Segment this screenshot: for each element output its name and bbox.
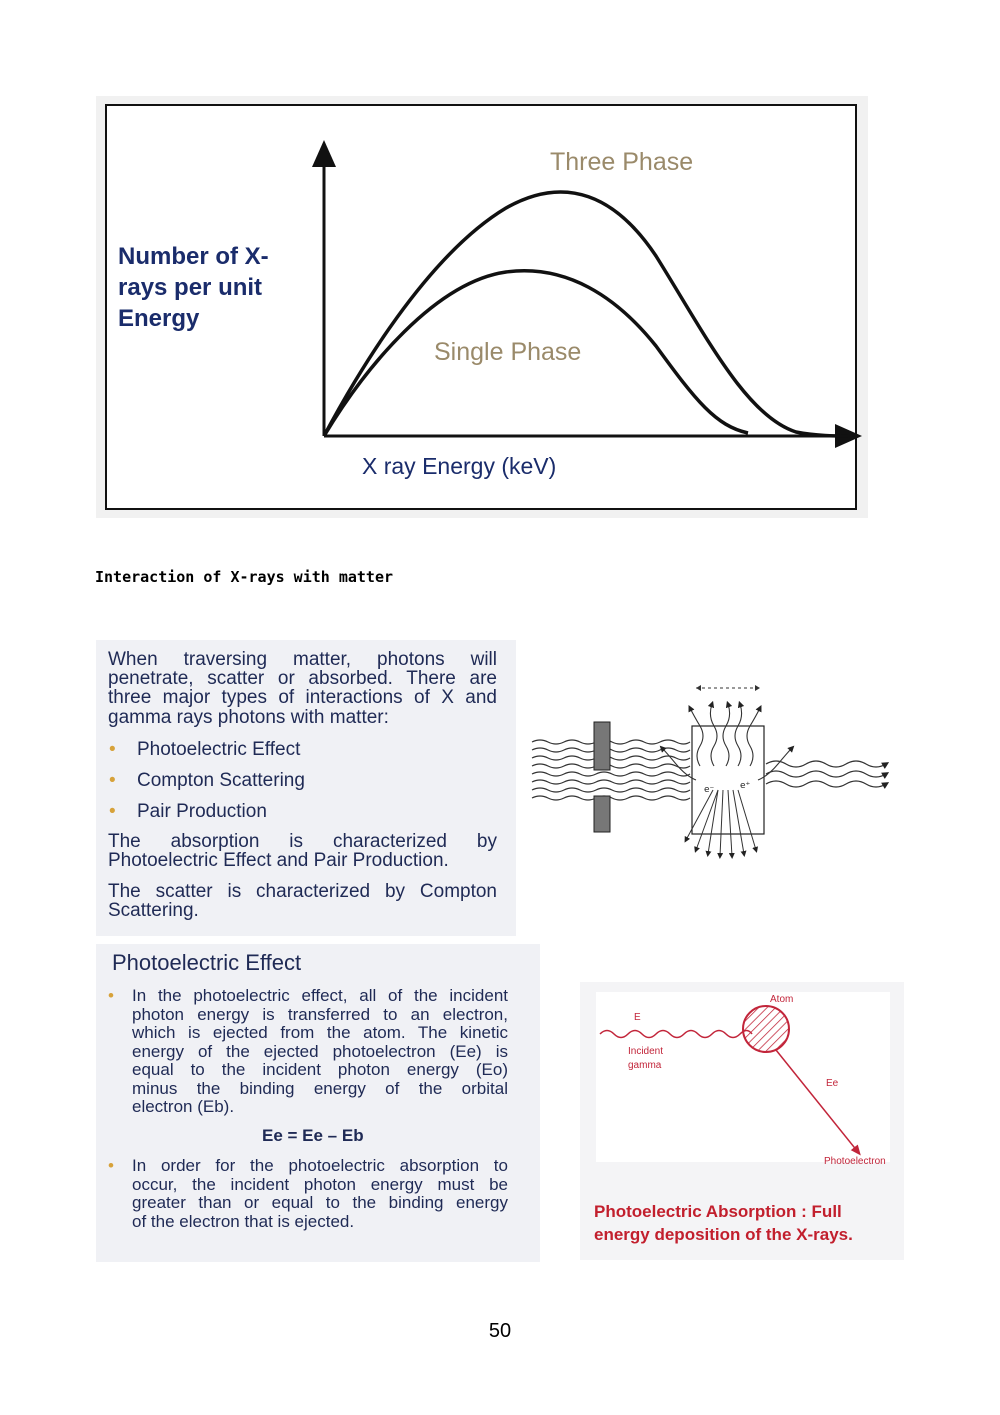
diagram-caption	[594, 1200, 894, 1246]
intro-line: gamma rays photons with matter:	[108, 707, 389, 728]
spectrum-figure	[96, 96, 868, 518]
photoelectric-slide	[96, 944, 540, 1262]
para-line: electron (Eb).	[132, 1097, 235, 1116]
bullet-item	[109, 801, 267, 823]
paragraph-2	[108, 1156, 508, 1231]
three-phase-label: Three Phase	[550, 148, 694, 176]
collimator-top	[594, 722, 610, 770]
para-line: which is ejected from the atom. The kinetic	[132, 1023, 508, 1042]
intro-line: three major types of interactions of X and	[108, 687, 497, 708]
para-line: In order for the photoelectric absorption to	[132, 1156, 508, 1175]
page-number: 50	[488, 1320, 512, 1342]
interaction-types-slide	[96, 640, 516, 936]
atom-label: Atom	[770, 994, 794, 1005]
bullet-label: Compton Scattering	[137, 770, 305, 791]
bullet-icon: •	[108, 986, 114, 1005]
para-line: energy of the ejected photoelectron (Ee) is	[132, 1041, 508, 1061]
photoelectron-label: Photoelectron	[824, 1156, 886, 1167]
photoelectric-absorption-diagram	[580, 982, 904, 1260]
paragraph-1	[108, 986, 508, 1117]
absorber-block	[692, 726, 764, 834]
ylabel-line: rays per unit	[118, 274, 263, 301]
para-line: minus the binding energy of the orbital	[132, 1078, 508, 1098]
photoelectric-sketch	[580, 982, 904, 1182]
ylabel-line: Number of X-	[118, 243, 269, 270]
y-axis-label	[118, 241, 318, 334]
caption-line: energy deposition of the X-rays.	[594, 1225, 853, 1244]
intro-line: When traversing matter, photons will	[108, 649, 497, 670]
slide-title: Photoelectric Effect	[112, 950, 302, 975]
electron-energy-label: Ee	[826, 1078, 839, 1089]
para-line: occur, the incident photon energy must be	[132, 1174, 508, 1194]
para-line: equal to the incident photon energy (Eo)	[132, 1060, 508, 1079]
x-axis-label: X ray Energy (keV)	[362, 453, 557, 479]
para-line: greater than or equal to the binding energy	[132, 1193, 508, 1212]
positron-label: e⁺	[740, 781, 751, 791]
three-phase-curve	[324, 192, 848, 436]
ylabel-line: Energy	[118, 305, 200, 332]
atom-icon	[743, 1006, 789, 1052]
section-heading: Interaction of X-rays with matter	[95, 568, 394, 586]
absorption-line: Photoelectric Effect and Pair Production.	[108, 850, 449, 871]
bullet-item	[109, 739, 300, 761]
bullet-icon: •	[109, 770, 116, 791]
gamma-label: gamma	[628, 1060, 662, 1071]
bullet-label: Pair Production	[137, 801, 267, 822]
bullet-icon: •	[108, 1156, 114, 1175]
bullet-icon: •	[109, 739, 116, 760]
collimator-bottom	[594, 796, 610, 832]
bullet-item	[109, 770, 305, 792]
bullet-label: Photoelectric Effect	[137, 739, 301, 760]
photon-interaction-diagram	[518, 680, 906, 860]
energy-label: E	[634, 1012, 641, 1023]
bullet-icon: •	[109, 801, 116, 822]
incident-label: Incident	[628, 1046, 664, 1057]
para-line: photon energy is transferred to an electron,	[132, 1004, 508, 1024]
para-line: In the photoelectric effect, all of the incident	[132, 986, 508, 1005]
intro-line: penetrate, scatter or absorbed. There are	[108, 668, 497, 689]
absorption-line: The absorption is characterized by	[108, 831, 497, 852]
para-line: of the electron that is ejected.	[132, 1211, 355, 1231]
energy-formula: Ee = Ee – Eb	[262, 1126, 364, 1145]
electron-label: e⁻	[704, 785, 715, 795]
interaction-sketch	[518, 680, 906, 860]
caption-line: Photoelectric Absorption : Full	[594, 1202, 842, 1221]
scatter-line: The scatter is characterized by Compton	[108, 881, 497, 902]
scatter-line: Scattering.	[108, 900, 199, 921]
single-phase-label: Single Phase	[434, 338, 582, 366]
